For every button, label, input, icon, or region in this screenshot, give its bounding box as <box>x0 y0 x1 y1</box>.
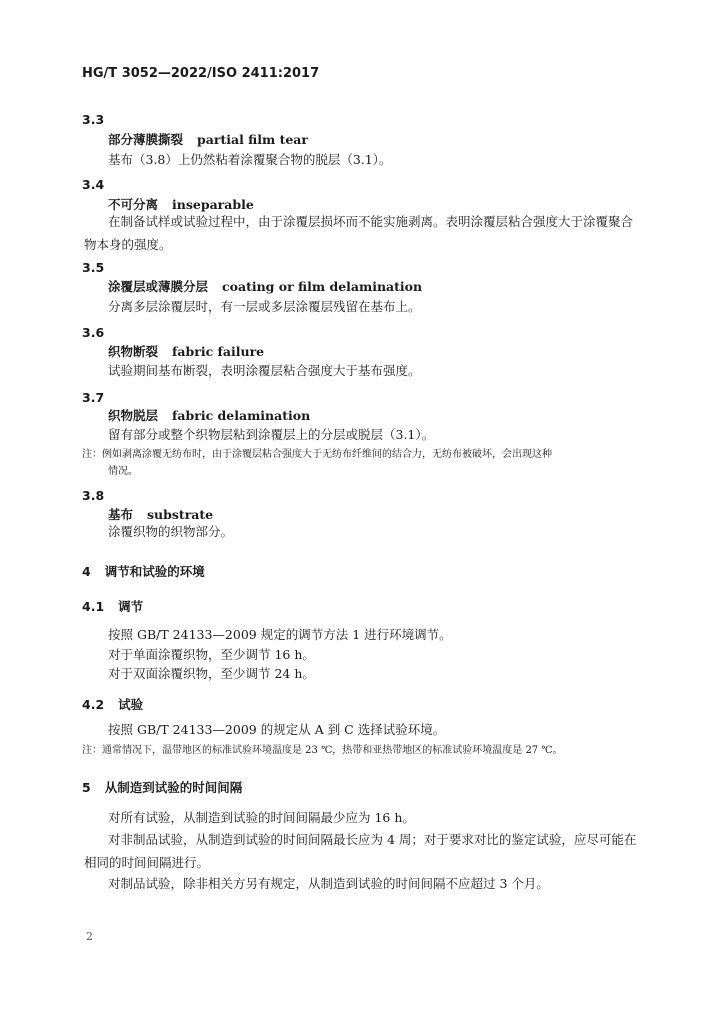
term-definition: 在制备试样或试验过程中，由于涂覆层损坏而不能实施剥离。表明涂覆层粘合强度大于涂覆聚合物本身的强度。 <box>84 214 634 252</box>
term-en: substrate <box>147 507 214 522</box>
subsection-heading <box>82 695 143 713</box>
term-number: 3.7 <box>82 390 105 405</box>
note <box>82 445 552 460</box>
term-definition: 涂覆织物的织物部分。 <box>108 524 234 539</box>
section-number: 4 <box>82 564 91 579</box>
term-title <box>108 342 264 360</box>
term-number: 3.3 <box>82 112 105 127</box>
subsection-number: 4.2 <box>82 697 105 712</box>
note: 注：通常情况下，温带地区的标准试验环境温度是 23 ℃，热带和亚热带地区的标准试验环境温度是 27 ℃。 <box>82 745 563 756</box>
term-number: 3.5 <box>82 260 105 275</box>
section-heading <box>82 562 205 580</box>
term-title <box>108 130 308 148</box>
term-en: partial film tear <box>197 132 308 147</box>
term-definition: 基布（3.8）上仍然粘着涂覆聚合物的脱层（3.1）。 <box>108 152 392 167</box>
term-zh: 基布 <box>108 507 134 522</box>
term-en: fabric failure <box>172 344 265 359</box>
term-zh: 织物断裂 <box>108 344 159 359</box>
subsection-number: 4.1 <box>82 599 105 614</box>
paragraph: 按照 GB/T 24133—2009 的规定从 A 到 C 选择试验环境。 <box>108 722 446 737</box>
subsection-title: 调节 <box>118 599 144 614</box>
section-title: 调节和试验的环境 <box>104 564 205 579</box>
paragraph: 对于单面涂覆织物，至少调节 16 h。 <box>108 647 315 662</box>
section-heading <box>82 778 242 796</box>
paragraph: 对非制品试验，从制造到试验的时间间隔最长应为 4 周；对于要求对比的鉴定试验，应尽可能在相同的时间间隔进行。 <box>84 832 637 870</box>
note-label: 注： <box>82 449 102 460</box>
section-title: 从制造到试验的时间间隔 <box>104 780 243 795</box>
term-title <box>108 406 310 424</box>
section-number: 5 <box>82 780 91 795</box>
term-zh: 不可分离 <box>108 197 159 212</box>
term-definition: 分离多层涂覆层时，有一层或多层涂覆层残留在基布上。 <box>108 299 421 314</box>
term-zh: 涂覆层或薄膜分层 <box>108 279 209 294</box>
paragraph: 按照 GB/T 24133—2009 规定的调节方法 1 进行环境调节。 <box>108 627 452 642</box>
term-zh: 织物脱层 <box>108 408 159 423</box>
term-number: 3.4 <box>82 177 105 192</box>
term-en: fabric delamination <box>172 408 311 423</box>
subsection-title: 试验 <box>118 697 144 712</box>
note-continuation: 情况。 <box>108 466 138 477</box>
paragraph: 对制品试验，除非相关方另有规定，从制造到试验的时间间隔不应超过 3 个月。 <box>108 876 549 891</box>
document-header: HG/T 3052—2022/ISO 2411:2017 <box>82 66 320 81</box>
note-text: 例如剥离涂覆无纺布时，由于涂覆层粘合强度大于无纺布纤维间的结合力，无纺布被破坏，会出现这种 <box>102 449 552 460</box>
term-zh: 部分薄膜撕裂 <box>108 132 184 147</box>
subsection-heading <box>82 597 143 615</box>
term-title <box>108 277 422 295</box>
term-en: inseparable <box>172 197 254 212</box>
term-definition: 试验期间基布断裂，表明涂覆层粘合强度大于基布强度。 <box>108 363 421 378</box>
term-number: 3.6 <box>82 325 105 340</box>
term-en: coating or film delamination <box>222 279 423 294</box>
paragraph: 对所有试验，从制造到试验的时间间隔最少应为 16 h。 <box>108 810 415 825</box>
term-title <box>108 505 213 523</box>
term-definition: 留有部分或整个织物层粘到涂覆层上的分层或脱层（3.1）。 <box>108 427 435 442</box>
page-number: 2 <box>86 930 93 943</box>
term-number: 3.8 <box>82 488 105 503</box>
paragraph: 对于双面涂覆织物，至少调节 24 h。 <box>108 666 315 681</box>
